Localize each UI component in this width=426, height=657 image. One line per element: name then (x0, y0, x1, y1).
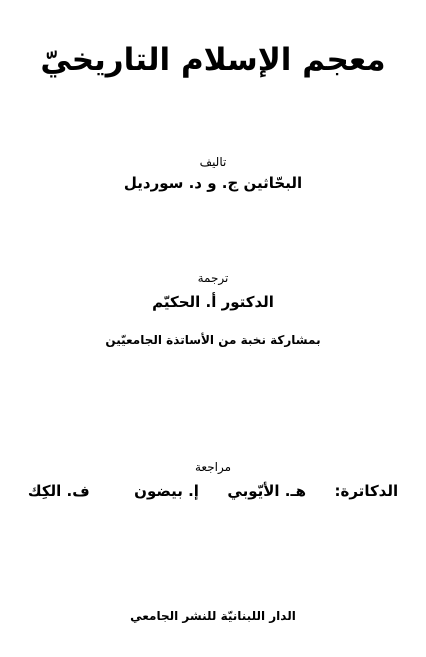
participation-note: بمشاركة نخبة من الأساتذة الجامعيّين (105, 333, 321, 347)
publisher-name: الدار اللبنانيّة للنشر الجامعي (130, 609, 296, 623)
reviewer-name: ف. الكِك (27, 482, 90, 500)
translator-name: الدكتور أ. الحكيّم (152, 293, 274, 311)
reviewer-name: إ. بيضون (134, 482, 199, 500)
reviewer-name: هـ. الأيّوبي (227, 482, 307, 500)
reviewers-prefix: الدكاترة: (334, 482, 399, 500)
reviewers-line (0, 481, 426, 501)
author-name: البحّاثين ج. و د. سورديل (123, 174, 303, 192)
translation-label: ترجمة (197, 271, 229, 285)
book-title: معجم الإسلام التاريخيّ (40, 42, 386, 78)
authoring-label: تاليف (199, 155, 227, 169)
review-label: مراجعة (194, 460, 232, 474)
